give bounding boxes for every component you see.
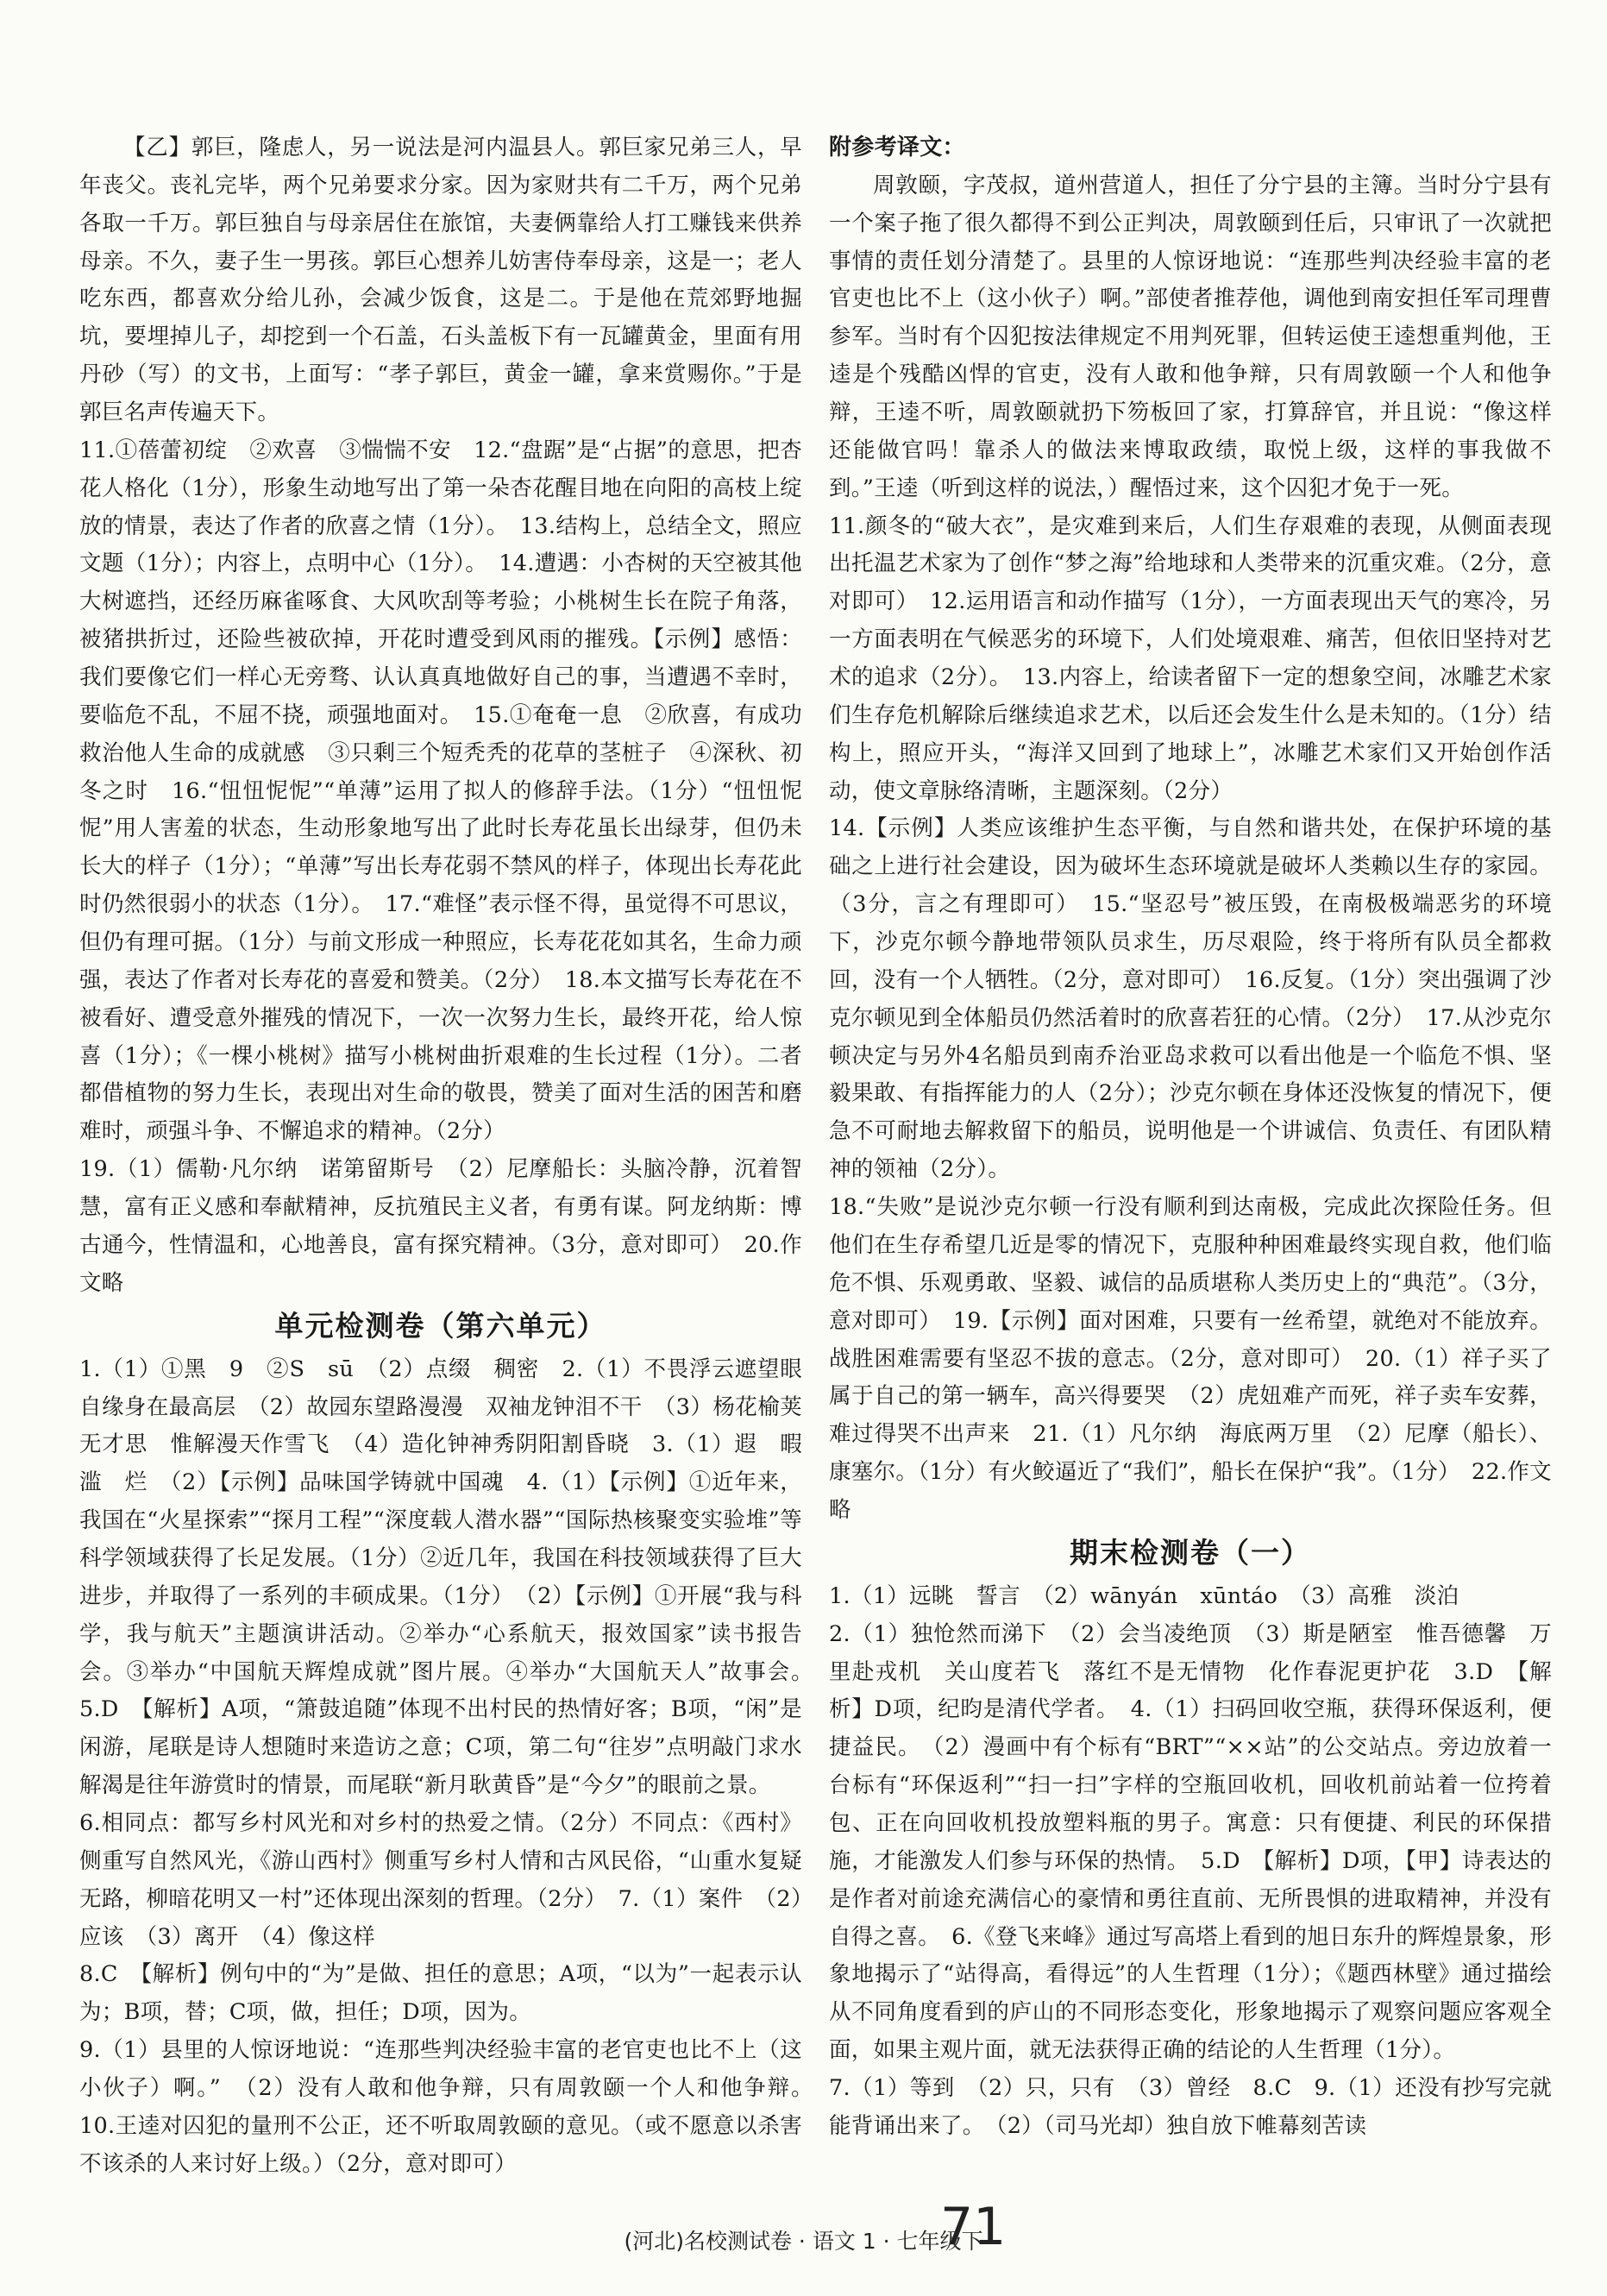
answers-14-17: 14.【示例】人类应该维护生态平衡，与自然和谐共处，在保护环境的基础之上进行社会建设，因为破坏生态环境就是破坏人类赖以生存的家园。（3分，言之有理即可） 15.“坚忍号”被压毁，在南极极端恶劣的环境下，沙克尔顿今静地带领队员求生，历尽艰险，终于将所有队员全都救回，没有一个人牺牲。（2分，意对即可） 16.反复。（1分）突出强调了沙克尔顿见到全体船员仍然活着时的欣喜若狂的心情。（2分） 17.从沙克尔顿决定与另外4名船员到南乔治亚岛求救可以看出他是一个临危不惧、坚毅果敢、有指挥能力的人（2分）；沙克尔顿在身体还没恢复的情况下，便急不可耐地去解救留下的船员，说明他是一个讲诚信、负责任、有团队精神的领袖（2分）。	[829, 815, 1552, 1183]
unit6-answers-6-7: 6.相同点：都写乡村风光和对乡村的热爱之情。（2分）不同点：《西村》侧重写自然风光，《游山西村》侧重写乡村人情和古风民俗，“山重水复疑无路，柳暗花明又一村”还体现出深刻的哲理。（2分） 7.（1）案件 （2）应该 （3）离开 （4）像这样	[79, 1809, 802, 1950]
answers-18-22: 18.“失败”是说沙克尔顿一行没有顺利到达南极，完成此次探险任务。但他们在生存希望几近是零的情况下，克服种种困难最终实现自救，他们临危不惧、乐观勇敢、坚毅、诚信的品质堪称人类历史上的“典范”。（3分，意对即可） 19.【示例】面对困难，只要有一丝希望，就绝对不能放弃。战胜困难需要有坚忍不拔的意志。（2分，意对即可） 20.（1）祥子买了属于自己的第一辆车，高兴得要哭 （2）虎妞难产而死，祥子卖车安葬，难过得哭不出声来 21.（1）凡尔纳 海底两万里 （2）尼摩（船长）、康塞尔。（1分）有火鲛逼近了“我们”，船长在保护“我”。（1分） 22.作文略	[829, 1194, 1552, 1523]
reference-translation-text: 周敦颐，字茂叔，道州营道人，担任了分宁县的主簿。当时分宁县有一个案子拖了很久都得不到公正判决，周敦颐到任后，只审讯了一次就把事情的责任划分清楚了。县里的人惊讶地说：“连那些判决经验丰富的老官吏也比不上（这小伙子）啊。”部使者推荐他，调他到南安担任军司理曹参军。当时有个囚犯按法律规定不用判死罪，但转运使王逵想重判他，王逵是个残酷凶悍的官吏，没有人敢和他争辩，只有周敦颐一个人和他争辩，王逵不听，周敦颐就扔下笏板回了家，打算辞官，并且说：“像这样还能做官吗！靠杀人的做法来博取政绩，取悦上级，这样的事我做不到。”王逵（听到这样的说法，）醒悟过来，这个囚犯才免于一死。	[829, 172, 1552, 501]
page-number: 71	[940, 2197, 1007, 2257]
unit6-answers-9-10: 9.（1）县里的人惊讶地说：“连那些判决经验丰富的老官吏也比不上（这小伙子）啊。” （2）没有人敢和他争辩，只有周敦颐一个人和他争辩。 10.王逵对囚犯的量刑不公正，还不听取周敦颐的意见。（或不愿意以杀害不该杀的人来讨好上级。）（2分，意对即可）	[79, 2037, 825, 2177]
unit6-answer-8: 8.C 【解析】例句中的“为”是做、担任的意思；A项，“以为”一起表示认为；B项，替；C项，做，担任；D项，因为。	[79, 1961, 802, 2026]
reference-translation-title: 附参考译文：	[829, 135, 965, 160]
final-answer-1: 1.（1）远眺 誓言 （2）wānyán xūntáo （3）高雅 淡泊	[829, 1582, 1459, 1609]
yi-passage-translation: 【乙】郭巨，隆虑人，另一说法是河内温县人。郭巨家兄弟三人，早年丧父。丧礼完毕，两个兄弟要求分家。因为家财共有二千万，两个兄弟各取一千万。郭巨独自与母亲居住在旅馆，夫妻俩靠给人打工赚钱来供养母亲。不久，妻子生一男孩。郭巨心想养儿妨害侍奉母亲，这是一；老人吃东西，都喜欢分给儿孙，会减少饭食，这是二。于是他在荒郊野地掘坑，要埋掉儿子，却挖到一个石盖，石头盖板下有一瓦罐黄金，里面有用丹砂（写）的文书，上面写：“孝子郭巨，黄金一罐，拿来赏赐你。”于是郭巨名声传遍天下。	[79, 135, 802, 426]
left-column	[79, 129, 825, 2184]
section-title-unit-6: 单元检测卷（第六单元）	[274, 1308, 607, 1343]
final-answers-7-9: 7.（1）等到 （2）只，只有 （3）曾经 8.C 9.（1）还没有抄写完就能背诵出来了。 （2）（司马光却）独自放下帷幕刻苦读	[829, 2074, 1552, 2139]
answers-11-13: 11.颜冬的“破大衣”，是灾难到来后，人们生存艰难的表现，从侧面表现出托温艺术家为了创作“梦之海”给地球和人类带来的沉重灾难。（2分，意对即可） 12.运用语言和动作描写（1分），一方面表现出天气的寒冷，另一方面表明在气候恶劣的环境下，人们处境艰难、痛苦，但依旧坚持对艺术的追求（2分）。 13.内容上，给读者留下一定的想象空间，冰雕艺术家们生存危机解除后继续追求艺术，以后还会发生什么是未知的。（1分）结构上，照应开头，“海洋又回到了地球上”，冰雕艺术家们又开始创作活动，使文章脉络清晰，主题深刻。（2分）	[829, 513, 1552, 804]
unit6-answers-1-5: 1.（1）①黑 9 ②S sū （2）点缀 稠密 2.（1）不畏浮云遮望眼 自缘身在最高层 （2）故园东望路漫漫 双袖龙钟泪不干 （3）杨花榆荚无才思 惟解漫天作雪飞 （4）造化钟神秀阴阳割昏晓 3.（1）遐 暇 滥 烂 （2）【示例】品味国学铸就中国魂 4.（1）【示例】①近年来，我国在“火星探索”“探月工程”“深度载人潜水器”“国际热核聚变实验堆”等科学领域获得了长足发展。（1分）②近几年，我国在科技领域获得了巨大进步，并取得了一系列的丰硕成果。（1分） （2）【示例】①开展“我与科学，我与航天”主题演讲活动。②举办“心系航天，报效国家”读书报告会。③举办“中国航天辉煌成就”图片展。④举办“大国航天人”故事会。 5.D 【解析】A项，“箫鼓追随”体现不出村民的热情好客；B项，“闲”是闲游，尾联是诗人想随时来造访之意；C项，第二句“往岁”点明敲门求水解渴是往年游赏时的情景，而尾联“新月耿黄昏”是“今夕”的眼前之景。	[79, 1356, 825, 1799]
right-column	[829, 129, 1552, 2146]
answers-11-18: 11.①蓓蕾初绽 ②欢喜 ③惴惴不安 12.“盘踞”是“占据”的意思，把杏花人格化（1分），形象生动地写出了第一朵杏花醒目地在向阳的高枝上绽放的情景，表达了作者的欣喜之情（1分）。 13.结构上，总结全文，照应文题（1分）；内容上，点明中心（1分）。 14.遭遇：小杏树的天空被其他大树遮挡，还经历麻雀啄食、大风吹刮等考验；小桃树生长在院子角落，被猪拱折过，还险些被砍掉，开花时遭受到风雨的摧残。【示例】感悟：我们要像它们一样心无旁骛、认认真真地做好自己的事，当遭遇不幸时，要临危不乱，不屈不挠，顽强地面对。 15.①奄奄一息 ②欣喜，有成功救治他人生命的成就感 ③只剩三个短秃秃的花草的茎桩子 ④深秋、初冬之时 16.“忸忸怩怩”“单薄”运用了拟人的修辞手法。（1分）“忸忸怩怩”用人害羞的状态，生动形象地写出了此时长寿花虽长出绿芽，但仍未长大的样子（1分）；“单薄”写出长寿花弱不禁风的样子，体现出长寿花此时仍然很弱小的状态（1分）。 17.“难怪”表示怪不得，虽觉得不可思议，但仍有理可据。（1分）与前文形成一种照应，长寿花花如其名，生命力顽强，表达了作者对长寿花的喜爱和赞美。（2分） 18.本文描写长寿花在不被看好、遭受意外摧残的情况下，一次一次努力生长，最终开花，给人惊喜（1分）；《一棵小桃树》描写小桃树曲折艰难的生长过程（1分）。二者都借植物的努力生长，表现出对生命的敬畏，赞美了面对生活的困苦和磨难时，顽强斗争、不懈追求的精神。（2分）	[79, 437, 802, 1145]
section-title-final-exam-1: 期末检测卷（一）	[1070, 1535, 1311, 1569]
answers-19-20: 19.（1）儒勒·凡尔纳 诺第留斯号 （2）尼摩船长：头脑冷静，沉着智慧，富有正义感和奉献精神，反抗殖民主义者，有勇有谋。阿龙纳斯：博古通今，性情温和，心地善良，富有探究精神。（3分，意对即可） 20.作文略	[79, 1156, 802, 1296]
final-answers-2-6: 2.（1）独怆然而涕下 （2）会当凌绝顶 （3）斯是陋室 惟吾德馨 万里赴戎机 关山度若飞 落红不是无情物 化作春泥更护花 3.D 【解析】D项，纪昀是清代学者。 4.（1）扫码回收空瓶，获得环保返利，便捷益民。 （2）漫画中有个标有“BRT”“××站”的公交站点。旁边放着一台标有“环保返利”“扫一扫”字样的空瓶回收机，回收机前站着一位挎着包、正在向回收机投放塑料瓶的男子。寓意：只有便捷、利民的环保措施，才能激发人们参与环保的热情。 5.D 【解析】D项，【甲】诗表达的是作者对前途充满信心的豪情和勇往直前、无所畏惧的进取精神，并没有自得之喜。 6.《登飞来峰》通过写高塔上看到的旭日东升的辉煌景象，形象地揭示了“站得高，看得远”的人生哲理（1分）；《题西林壁》通过描绘从不同角度看到的庐山的不同形态变化，形象地揭示了观察问题应客观全面，如果主观片面，就无法获得正确的结论的人生哲理（1分）。	[829, 1620, 1552, 2064]
page-footer: (河北)名校测试卷 · 语文 1 · 七年级下	[624, 2229, 983, 2254]
